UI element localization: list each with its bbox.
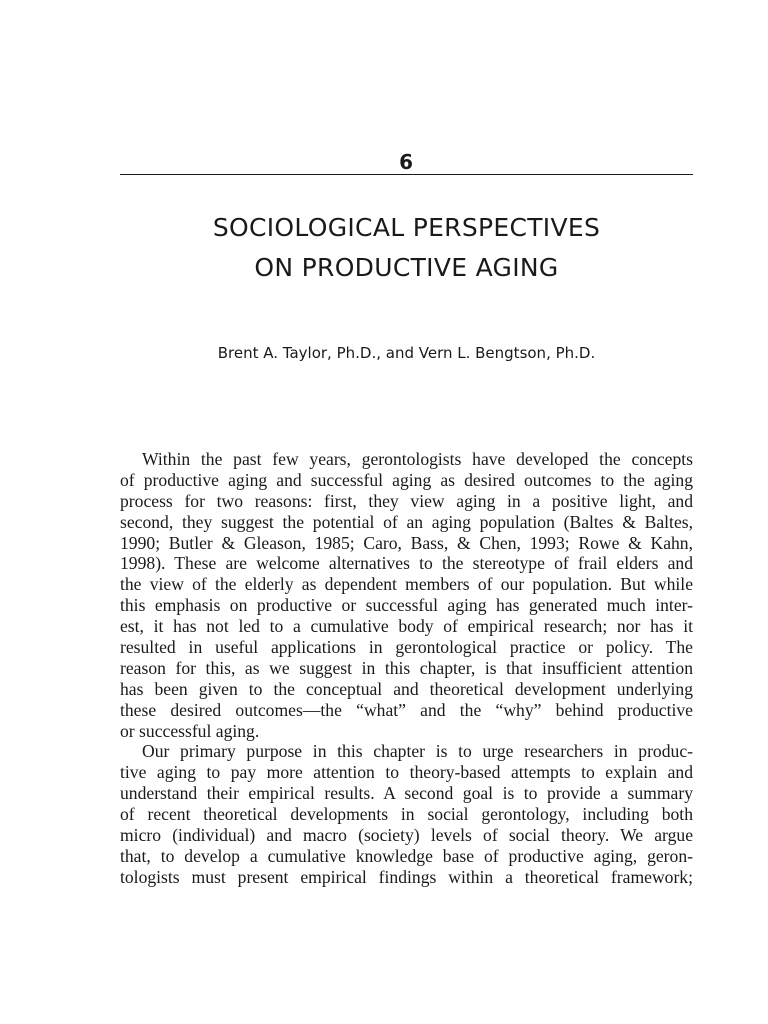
body-line: reason for this, as we suggest in this chapter, is that insufficient attention xyxy=(120,657,693,678)
body-line: second, they suggest the potential of an aging population (Baltes & Baltes, xyxy=(120,511,693,532)
body-line: understand their empirical results. A second goal is to provide a summary xyxy=(120,783,693,804)
body-line: of productive aging and successful aging as desired outcomes to the aging xyxy=(120,469,693,490)
body-text xyxy=(120,449,693,888)
chapter-title-line-2: ON PRODUCTIVE AGING xyxy=(254,253,559,282)
body-line: process for two reasons: first, they view aging in a positive light, and xyxy=(120,490,693,511)
body-line: Within the past few years, gerontologists have developed the concepts xyxy=(142,449,693,469)
body-line: this emphasis on productive or successful aging has generated much inter- xyxy=(120,595,693,616)
body-line: of recent theoretical developments in social gerontology, including both xyxy=(120,804,693,825)
body-line: est, it has not led to a cumulative body of empirical research; nor has it xyxy=(120,616,693,637)
body-line: micro (individual) and macro (society) levels of social theory. We argue xyxy=(120,825,693,846)
body-line: these desired outcomes—the “what” and the “why” behind productive xyxy=(120,699,693,720)
chapter-title-line-1: SOCIOLOGICAL PERSPECTIVES xyxy=(212,213,601,242)
chapter-title xyxy=(120,208,693,288)
body-line: tive aging to pay more attention to theory-based attempts to explain and xyxy=(120,762,693,783)
chapter-rule xyxy=(120,174,693,175)
body-line: Our primary purpose in this chapter is to urge researchers in produc- xyxy=(142,741,693,762)
chapter-number: 6 xyxy=(399,150,413,174)
body-line: has been given to the conceptual and theoretical development underlying xyxy=(120,678,693,699)
body-line: or successful aging. xyxy=(120,720,260,741)
chapter-authors: Brent A. Taylor, Ph.D., and Vern L. Bengtson, Ph.D. xyxy=(217,344,596,362)
body-line: the view of the elderly as dependent members of our population. But while xyxy=(120,574,693,595)
body-line: 1990; Butler & Gleason, 1985; Caro, Bass, & Chen, 1993; Rowe & Kahn, xyxy=(120,532,693,553)
body-line: tologists must present empirical findings within a theoretical framework; xyxy=(120,866,693,887)
body-line: 1998). These are welcome alternatives to the stereotype of frail elders and xyxy=(120,553,693,574)
body-line: resulted in useful applications in gerontological practice or policy. The xyxy=(120,637,693,658)
body-line: that, to develop a cumulative knowledge base of productive aging, geron- xyxy=(120,845,693,866)
